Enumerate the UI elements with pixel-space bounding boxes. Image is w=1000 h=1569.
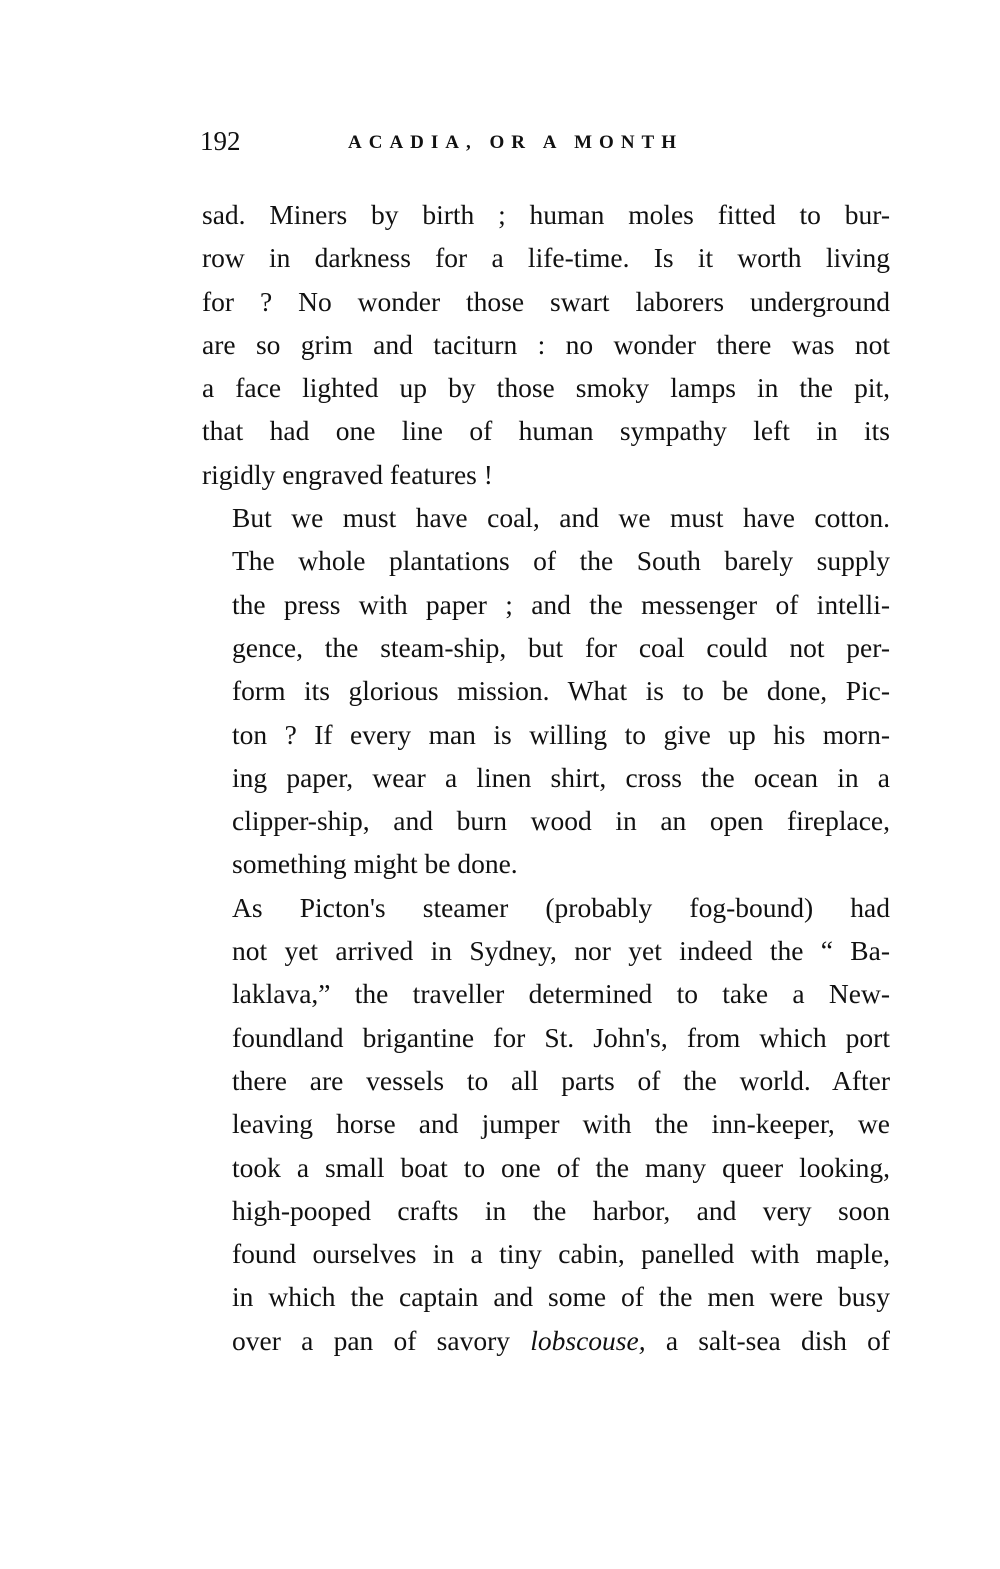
text-line: laklava,” the traveller determined to take a New- [232,978,890,1010]
text-line: gence, the steam-ship, but for coal could not per- [232,631,890,663]
text-line: for ? No wonder those swart laborers underground [202,285,890,317]
text-line: sad. Miners by birth ; human moles fitted to bur- [202,199,890,230]
paragraph-2 [202,496,890,886]
text-line: ton ? If every man is willing to give up his morn- [232,718,890,750]
text-line: But we must have coal, and we must have cotton. [232,502,890,534]
text-line: not yet arrived in Sydney, nor yet indeed the “ Ba- [232,935,890,967]
text-line: something might be done. [232,848,518,880]
text-fragment: over a pan of savory [232,1324,531,1356]
text-line: took a small boat to one of the many queer looking, [232,1151,890,1183]
paragraph-3 [202,886,890,1362]
paragraph-1 [202,193,890,496]
body-text [202,193,890,1362]
text-line-final [202,1319,890,1362]
text-line: rigidly engraved features ! [202,458,493,490]
text-line: ing paper, wear a linen shirt, cross the ocean in a [232,761,890,793]
text-line: there are vessels to all parts of the world. After [232,1064,890,1096]
text-line: found ourselves in a tiny cabin, panelled with maple, [232,1238,890,1270]
text-line: foundland brigantine for St. John's, from which port [232,1021,890,1053]
page-number: 192 [200,126,241,156]
text-line: form its glorious mission. What is to be done, Pic- [232,675,890,707]
text-line: clipper-ship, and burn wood in an open fireplace, [232,805,890,837]
text-line: that had one line of human sympathy left in its [202,415,890,447]
text-line: in which the captain and some of the men were busy [232,1281,890,1313]
text-line: the press with paper ; and the messenger of intelli- [232,588,890,620]
text-line: leaving horse and jumper with the inn-keeper, we [232,1108,890,1140]
text-line: high-pooped crafts in the harbor, and very soon [232,1194,890,1226]
text-line: row in darkness for a life-time. Is it worth living [202,242,890,274]
running-title: ACADIA, OR A MONTH [348,132,684,153]
text-line: The whole plantations of the South barely supply [232,545,890,577]
italic-term: lobscouse, [530,1324,646,1356]
text-line: a face lighted up by those smoky lamps in the pit, [202,372,890,404]
text-fragment: a salt-sea dish of [645,1324,890,1356]
text-line: are so grim and taciturn : no wonder there was not [202,328,890,360]
text-line: As Picton's steamer (probably fog-bound) had [232,891,890,923]
running-head [200,120,890,170]
